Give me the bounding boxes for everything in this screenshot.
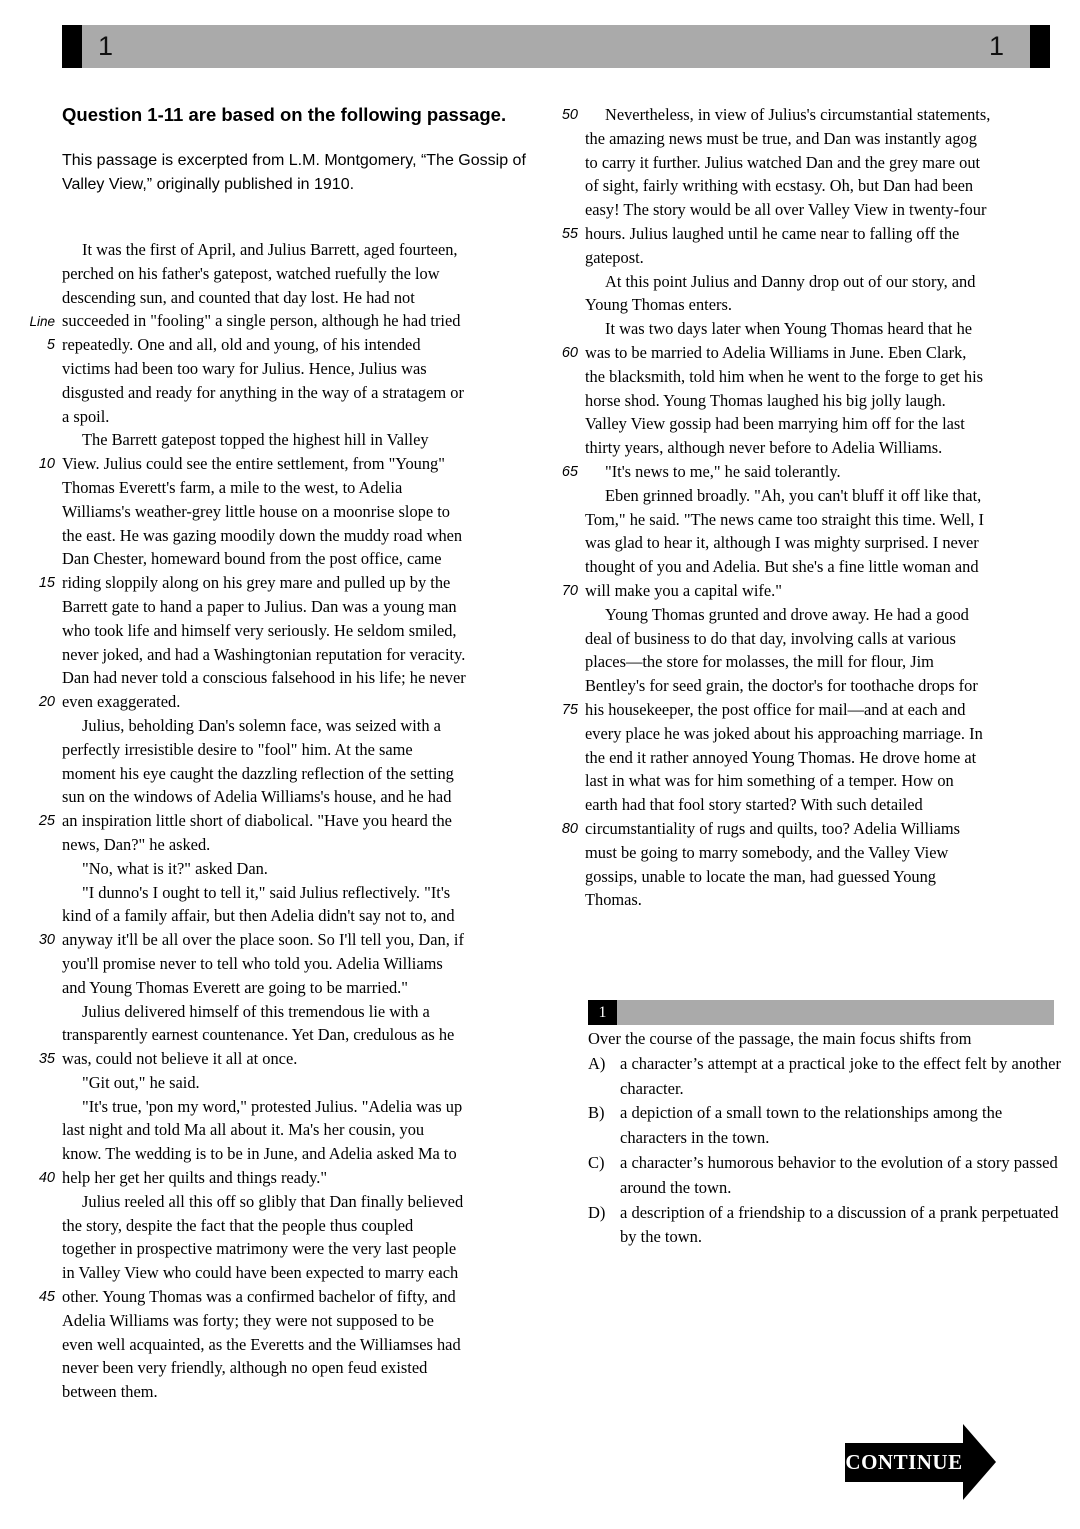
passage-line xyxy=(585,151,1075,175)
passage-line-text: Young Thomas grunted and drove away. He had a good xyxy=(605,604,969,624)
passage-line xyxy=(561,222,1075,246)
passage-line xyxy=(62,976,556,1000)
passage-line xyxy=(585,270,1075,294)
passage-line-text: a spoil. xyxy=(62,406,110,426)
section-header-bar xyxy=(62,25,1050,68)
passage-line xyxy=(38,452,556,476)
passage-line-text: The Barrett gatepost topped the highest hill in Valley xyxy=(82,430,429,450)
passage-line xyxy=(62,1214,556,1238)
continue-button-label[interactable]: CONTINUE xyxy=(845,1443,963,1482)
passage-line xyxy=(38,1047,556,1071)
answer-choice-b[interactable] xyxy=(588,1101,1066,1151)
passage-line-text: help her get her quilts and things ready." xyxy=(62,1168,328,1188)
line-number: 50 xyxy=(561,107,578,123)
passage-line xyxy=(62,405,556,429)
passage-line xyxy=(62,714,556,738)
passage-line-text: will make you a capital wife." xyxy=(585,580,782,600)
passage-line xyxy=(62,1333,556,1357)
answer-choice-a[interactable] xyxy=(588,1052,1066,1102)
passage-line xyxy=(62,1000,556,1024)
passage-line xyxy=(62,381,556,405)
passage-line-text: "It's true, 'pon my word," protested Julius. "Adelia was up xyxy=(82,1096,463,1116)
passage-line xyxy=(561,103,1075,127)
passage-line xyxy=(585,627,1075,651)
passage-line xyxy=(585,436,1075,460)
passage-line xyxy=(561,341,1075,365)
passage-line-text: thirty years, although never before to Adelia Williams. xyxy=(585,438,943,458)
passage-line-text: last night and told Ma all about it. Ma's her cousin, you xyxy=(62,1120,425,1140)
question-block xyxy=(588,1027,1066,1250)
passage-line xyxy=(62,762,556,786)
passage-line xyxy=(561,579,1075,603)
passage-line-text: every place he was joked about his approaching marriage. In xyxy=(585,723,983,743)
line-number: 10 xyxy=(38,456,55,473)
passage-line-text: repeatedly. One and all, old and young, of his intended xyxy=(62,335,421,355)
passage-line-text: Eben grinned broadly. "Ah, you can't bluff it off like that, xyxy=(605,485,982,505)
passage-line xyxy=(62,286,556,310)
passage-line-text: hours. Julius laughed until he came near to falling off the xyxy=(585,223,960,243)
passage-line-text: descending sun, and counted that day lost. He had not xyxy=(62,287,415,307)
passage-line-text: victims had been too wary for Julius. Hence, Julius was xyxy=(62,358,427,378)
passage-line-text: even well acquainted, as the Everetts and the Williamses had xyxy=(62,1334,461,1354)
passage-line xyxy=(585,389,1075,413)
answer-choice-c[interactable] xyxy=(588,1151,1066,1201)
passage-line xyxy=(585,769,1075,793)
passage-line xyxy=(38,690,556,714)
continue-button[interactable] xyxy=(845,1424,996,1500)
passage-line-text: circumstantiality of rugs and quilts, too? Adelia Williams xyxy=(585,818,961,838)
passage-line-text: Julius reeled all this off so glibly that Dan finally believed xyxy=(82,1191,464,1211)
passage-line xyxy=(62,1142,556,1166)
passage-line xyxy=(62,476,556,500)
choice-text: a character’s attempt at a practical joke to the effect felt by another character. xyxy=(620,1053,1061,1098)
section-number-right: 1 xyxy=(988,31,1004,61)
passage-line xyxy=(585,674,1075,698)
passage-line-text: even exaggerated. xyxy=(62,692,181,712)
passage-line-text: easy! The story would be all over Valley View in twenty-four xyxy=(585,200,987,220)
choice-letter: D) xyxy=(588,1202,606,1222)
passage-line-text: anyway it'll be all over the place soon. So I'll tell you, Dan, if xyxy=(62,930,464,950)
line-number: Line xyxy=(29,314,55,330)
passage-directions: Question 1-11 are based on the following passage. xyxy=(62,104,507,125)
passage-line xyxy=(585,555,1075,579)
passage-line xyxy=(585,127,1075,151)
passage-line xyxy=(561,817,1075,841)
passage-line-text: together in prospective matrimony were the very last people xyxy=(62,1239,457,1259)
passage-line xyxy=(62,595,556,619)
passage-line xyxy=(561,460,1075,484)
passage-line-text: gossips, unable to locate the man, had guessed Young xyxy=(585,866,936,886)
passage-line-text: At this point Julius and Danny drop out of our story, and xyxy=(605,271,976,291)
passage-right-column xyxy=(561,103,1075,912)
choice-letter: A) xyxy=(588,1053,606,1073)
passage-line xyxy=(585,317,1075,341)
passage-line-text: Bentley's for seed grain, the doctor's for toothache drops for xyxy=(585,676,978,696)
passage-line xyxy=(62,1261,556,1285)
line-number: 75 xyxy=(561,701,578,718)
passage-left-column xyxy=(29,238,556,1404)
line-number: 5 xyxy=(46,337,55,354)
line-number: 15 xyxy=(38,575,55,592)
passage-line xyxy=(585,603,1075,627)
passage-line-text: in Valley View who could have been expected to marry each xyxy=(62,1263,459,1283)
passage-line-text: Williams's weather-grey little house on a moonrise slope to xyxy=(62,501,450,521)
passage-line xyxy=(62,524,556,548)
passage-line-text: was to be married to Adelia Williams in June. Eben Clark, xyxy=(585,342,967,362)
choice-text: a character’s humorous behavior to the evolution of a story passed around the town. xyxy=(620,1152,1058,1197)
passage-line-text: Dan had never told a conscious falsehood in his life; he never xyxy=(62,668,466,688)
passage-line xyxy=(38,928,556,952)
passage-line xyxy=(585,841,1075,865)
passage-line-text: was glad to hear it, although I was mighty surprised. I never xyxy=(585,533,979,553)
passage-line xyxy=(585,888,1075,912)
header-right-cap xyxy=(1030,25,1050,68)
passage-line-text: "No, what is it?" asked Dan. xyxy=(82,858,268,878)
passage-line xyxy=(585,793,1075,817)
passage-line xyxy=(62,547,556,571)
question-stem: Over the course of the passage, the main focus shifts from xyxy=(588,1029,972,1048)
passage-line-text: "Git out," he said. xyxy=(82,1072,200,1092)
passage-line-text: of sight, fairly writhing with ecstasy. Oh, but Dan had been xyxy=(585,176,974,196)
passage-line-text: was, could not believe it all at once. xyxy=(62,1049,298,1069)
passage-line xyxy=(62,785,556,809)
line-number: 80 xyxy=(561,820,578,837)
passage-line-text: "I dunno's I ought to tell it," said Julius reflectively. "It's xyxy=(82,882,451,902)
passage-line xyxy=(62,1023,556,1047)
passage-line-text: Julius delivered himself of this tremendous lie with a xyxy=(82,1001,430,1021)
passage-line-text: It was two days later when Young Thomas heard that he xyxy=(605,319,973,339)
passage-line-text: Thomas Everett's farm, a mile to the west, to Adelia xyxy=(62,477,403,497)
passage-line-text: It was the first of April, and Julius Barrett, aged fourteen, xyxy=(82,240,458,259)
continue-arrow-icon xyxy=(963,1424,996,1500)
line-number: 20 xyxy=(38,694,55,711)
choice-letter: B) xyxy=(588,1103,605,1123)
passage-line-text: horse shod. Young Thomas laughed his big jolly laugh. xyxy=(585,390,946,410)
passage-line xyxy=(62,904,556,928)
passage-line xyxy=(585,174,1075,198)
passage-line xyxy=(62,666,556,690)
passage-line xyxy=(585,531,1075,555)
passage-line-text: between them. xyxy=(62,1382,158,1402)
passage-line-text: must be going to marry somebody, and the Valley View xyxy=(585,842,949,862)
passage-line-text: Julius, beholding Dan's solemn face, was seized with a xyxy=(82,715,441,735)
passage-line-text: the blacksmith, told him when he went to the forge to get his xyxy=(585,366,984,386)
line-number: 25 xyxy=(38,813,55,830)
line-number: 40 xyxy=(38,1170,55,1187)
passage-line-text: Adelia Williams was forty; they were not supposed to be xyxy=(62,1310,434,1330)
passage-line-text: who took life and himself very seriously. He seldom smiled, xyxy=(62,620,457,640)
passage-line xyxy=(585,412,1075,436)
passage-line xyxy=(62,1118,556,1142)
passage-line-text: news, Dan?" he asked. xyxy=(62,834,211,854)
passage-line xyxy=(38,1166,556,1190)
passage-line xyxy=(585,365,1075,389)
passage-line xyxy=(62,1309,556,1333)
line-number: 35 xyxy=(38,1051,55,1068)
passage-line xyxy=(46,333,556,357)
passage-line xyxy=(62,238,556,262)
passage-line-text: never been very friendly, although no open feud existed xyxy=(62,1358,428,1378)
passage-line xyxy=(62,500,556,524)
passage-line-text: Barrett gate to hand a paper to Julius. Dan was a young man xyxy=(62,596,457,616)
passage-line-text: transparently earnest countenance. Yet Dan, credulous as he xyxy=(62,1025,455,1045)
passage-line-text: Valley View gossip had been marrying him off for the last xyxy=(585,414,965,434)
passage-line xyxy=(585,198,1075,222)
line-number: 30 xyxy=(38,932,55,949)
passage-line-text: the east. He was gazing moodily down the muddy road when xyxy=(62,525,463,545)
passage-line-text: last in what was for him something of a temper. How on xyxy=(585,771,954,791)
passage-line-text: never joked, and had a Washingtonian reputation for veracity. xyxy=(62,644,466,664)
passage-line-text: Thomas. xyxy=(585,890,642,910)
passage-line-text: "It's news to me," he said tolerantly. xyxy=(605,461,841,481)
passage-line-text: sun on the windows of Adelia Williams's house, and he had xyxy=(62,787,452,807)
answer-choice-d[interactable] xyxy=(588,1201,1066,1251)
passage-line-text: disgusted and ready for anything in the way of a stratagem or xyxy=(62,382,464,402)
passage-line xyxy=(561,698,1075,722)
passage-line xyxy=(62,619,556,643)
passage-line-text: Tom," he said. "The news came too straight this time. Well, I xyxy=(585,509,984,529)
passage-line-text: earth had that fool story started? With such detailed xyxy=(585,795,923,815)
passage-line-text: Young Thomas enters. xyxy=(585,295,732,315)
passage-line-text: gatepost. xyxy=(585,247,644,267)
passage-line-text: Dan Chester, homeward bound from the post office, came xyxy=(62,549,442,569)
passage-line xyxy=(62,952,556,976)
passage-line xyxy=(38,809,556,833)
question-choices xyxy=(588,1052,1066,1250)
line-number: 60 xyxy=(561,344,578,361)
passage-line xyxy=(62,1095,556,1119)
passage-line xyxy=(585,246,1075,270)
passage-line-text: you'll promise never to tell who told you. Adelia Williams xyxy=(62,953,443,973)
question-number: 1 xyxy=(588,1000,617,1025)
passage-line-text: know. The wedding is to be in June, and Adelia asked Ma to xyxy=(62,1144,457,1164)
passage-line-text: moment his eye caught the dazzling reflection of the setting xyxy=(62,763,454,783)
choice-letter: C) xyxy=(588,1152,605,1172)
passage-line xyxy=(62,1380,556,1404)
passage-line-text: riding sloppily along on his grey mare and pulled up by the xyxy=(62,573,451,593)
passage-line-text: the end it rather annoyed Young Thomas. He drove home at xyxy=(585,747,977,767)
passage-line-text: kind of a family affair, but then Adelia didn't say not to, and xyxy=(62,906,455,926)
section-number-left: 1 xyxy=(98,31,114,61)
passage-line-text: the amazing news must be true, and Dan was instantly agog xyxy=(585,128,977,148)
passage-line xyxy=(585,865,1075,889)
passage-source-note: This passage is excerpted from L.M. Montgomery, “The Gossip of Valley View,” originally published in 1910. xyxy=(62,152,526,193)
passage-line xyxy=(62,857,556,881)
passage-line xyxy=(62,738,556,762)
passage-line xyxy=(62,1071,556,1095)
line-number: 55 xyxy=(561,225,578,242)
passage-line xyxy=(62,357,556,381)
passage-line-text: and Young Thomas Everett are going to be married." xyxy=(62,977,408,997)
passage-line xyxy=(585,650,1075,674)
choice-text: a description of a friendship to a discussion of a prank perpetuated by the town. xyxy=(620,1202,1059,1247)
passage-line-text: his housekeeper, the post office for mail—and at each and xyxy=(585,699,966,719)
passage-line xyxy=(585,508,1075,532)
passage-line xyxy=(585,722,1075,746)
passage-line-text: Nevertheless, in view of Julius's circumstantial statements, xyxy=(605,105,991,124)
passage-line-text: perched on his father's gatepost, watched ruefully the low xyxy=(62,263,440,283)
passage-line xyxy=(62,1237,556,1261)
passage-line xyxy=(62,1356,556,1380)
passage-line-text: View. Julius could see the entire settlement, from "Young" xyxy=(62,454,445,474)
passage-line xyxy=(62,881,556,905)
line-number: 45 xyxy=(38,1289,55,1306)
passage-line-text: the story, despite the fact that the people thus coupled xyxy=(62,1215,414,1235)
passage-line xyxy=(585,484,1075,508)
passage-line-text: to carry it further. Julius watched Dan and the grey mare out xyxy=(585,152,981,172)
passage-line xyxy=(62,262,556,286)
line-number: 70 xyxy=(561,582,578,599)
passage-line xyxy=(62,428,556,452)
passage-line xyxy=(585,746,1075,770)
passage-line xyxy=(29,309,556,333)
passage-line-text: other. Young Thomas was a confirmed bachelor of fifty, and xyxy=(62,1287,456,1307)
passage-line-text: places—the store for molasses, the mill for flour, Jim xyxy=(585,652,934,672)
passage-line-text: thought of you and Adelia. But she's a fine little woman and xyxy=(585,557,979,577)
passage-line-text: deal of business to do that day, involving calls at various xyxy=(585,628,956,648)
question-header-bar xyxy=(588,1000,1054,1025)
passage-line xyxy=(38,1285,556,1309)
passage-line xyxy=(62,643,556,667)
passage-line xyxy=(38,571,556,595)
passage-line-text: perfectly irresistible desire to "fool" him. At the same xyxy=(62,739,413,759)
choice-text: a depiction of a small town to the relationships among the characters in the town. xyxy=(620,1103,1003,1148)
passage-line xyxy=(62,1190,556,1214)
passage-line xyxy=(585,293,1075,317)
passage-line xyxy=(62,833,556,857)
header-left-cap xyxy=(62,25,82,68)
passage-line-text: an inspiration little short of diabolical. "Have you heard the xyxy=(62,811,452,831)
passage-line-text: succeeded in "fooling" a single person, although he had tried xyxy=(62,311,461,331)
line-number: 65 xyxy=(561,463,578,480)
